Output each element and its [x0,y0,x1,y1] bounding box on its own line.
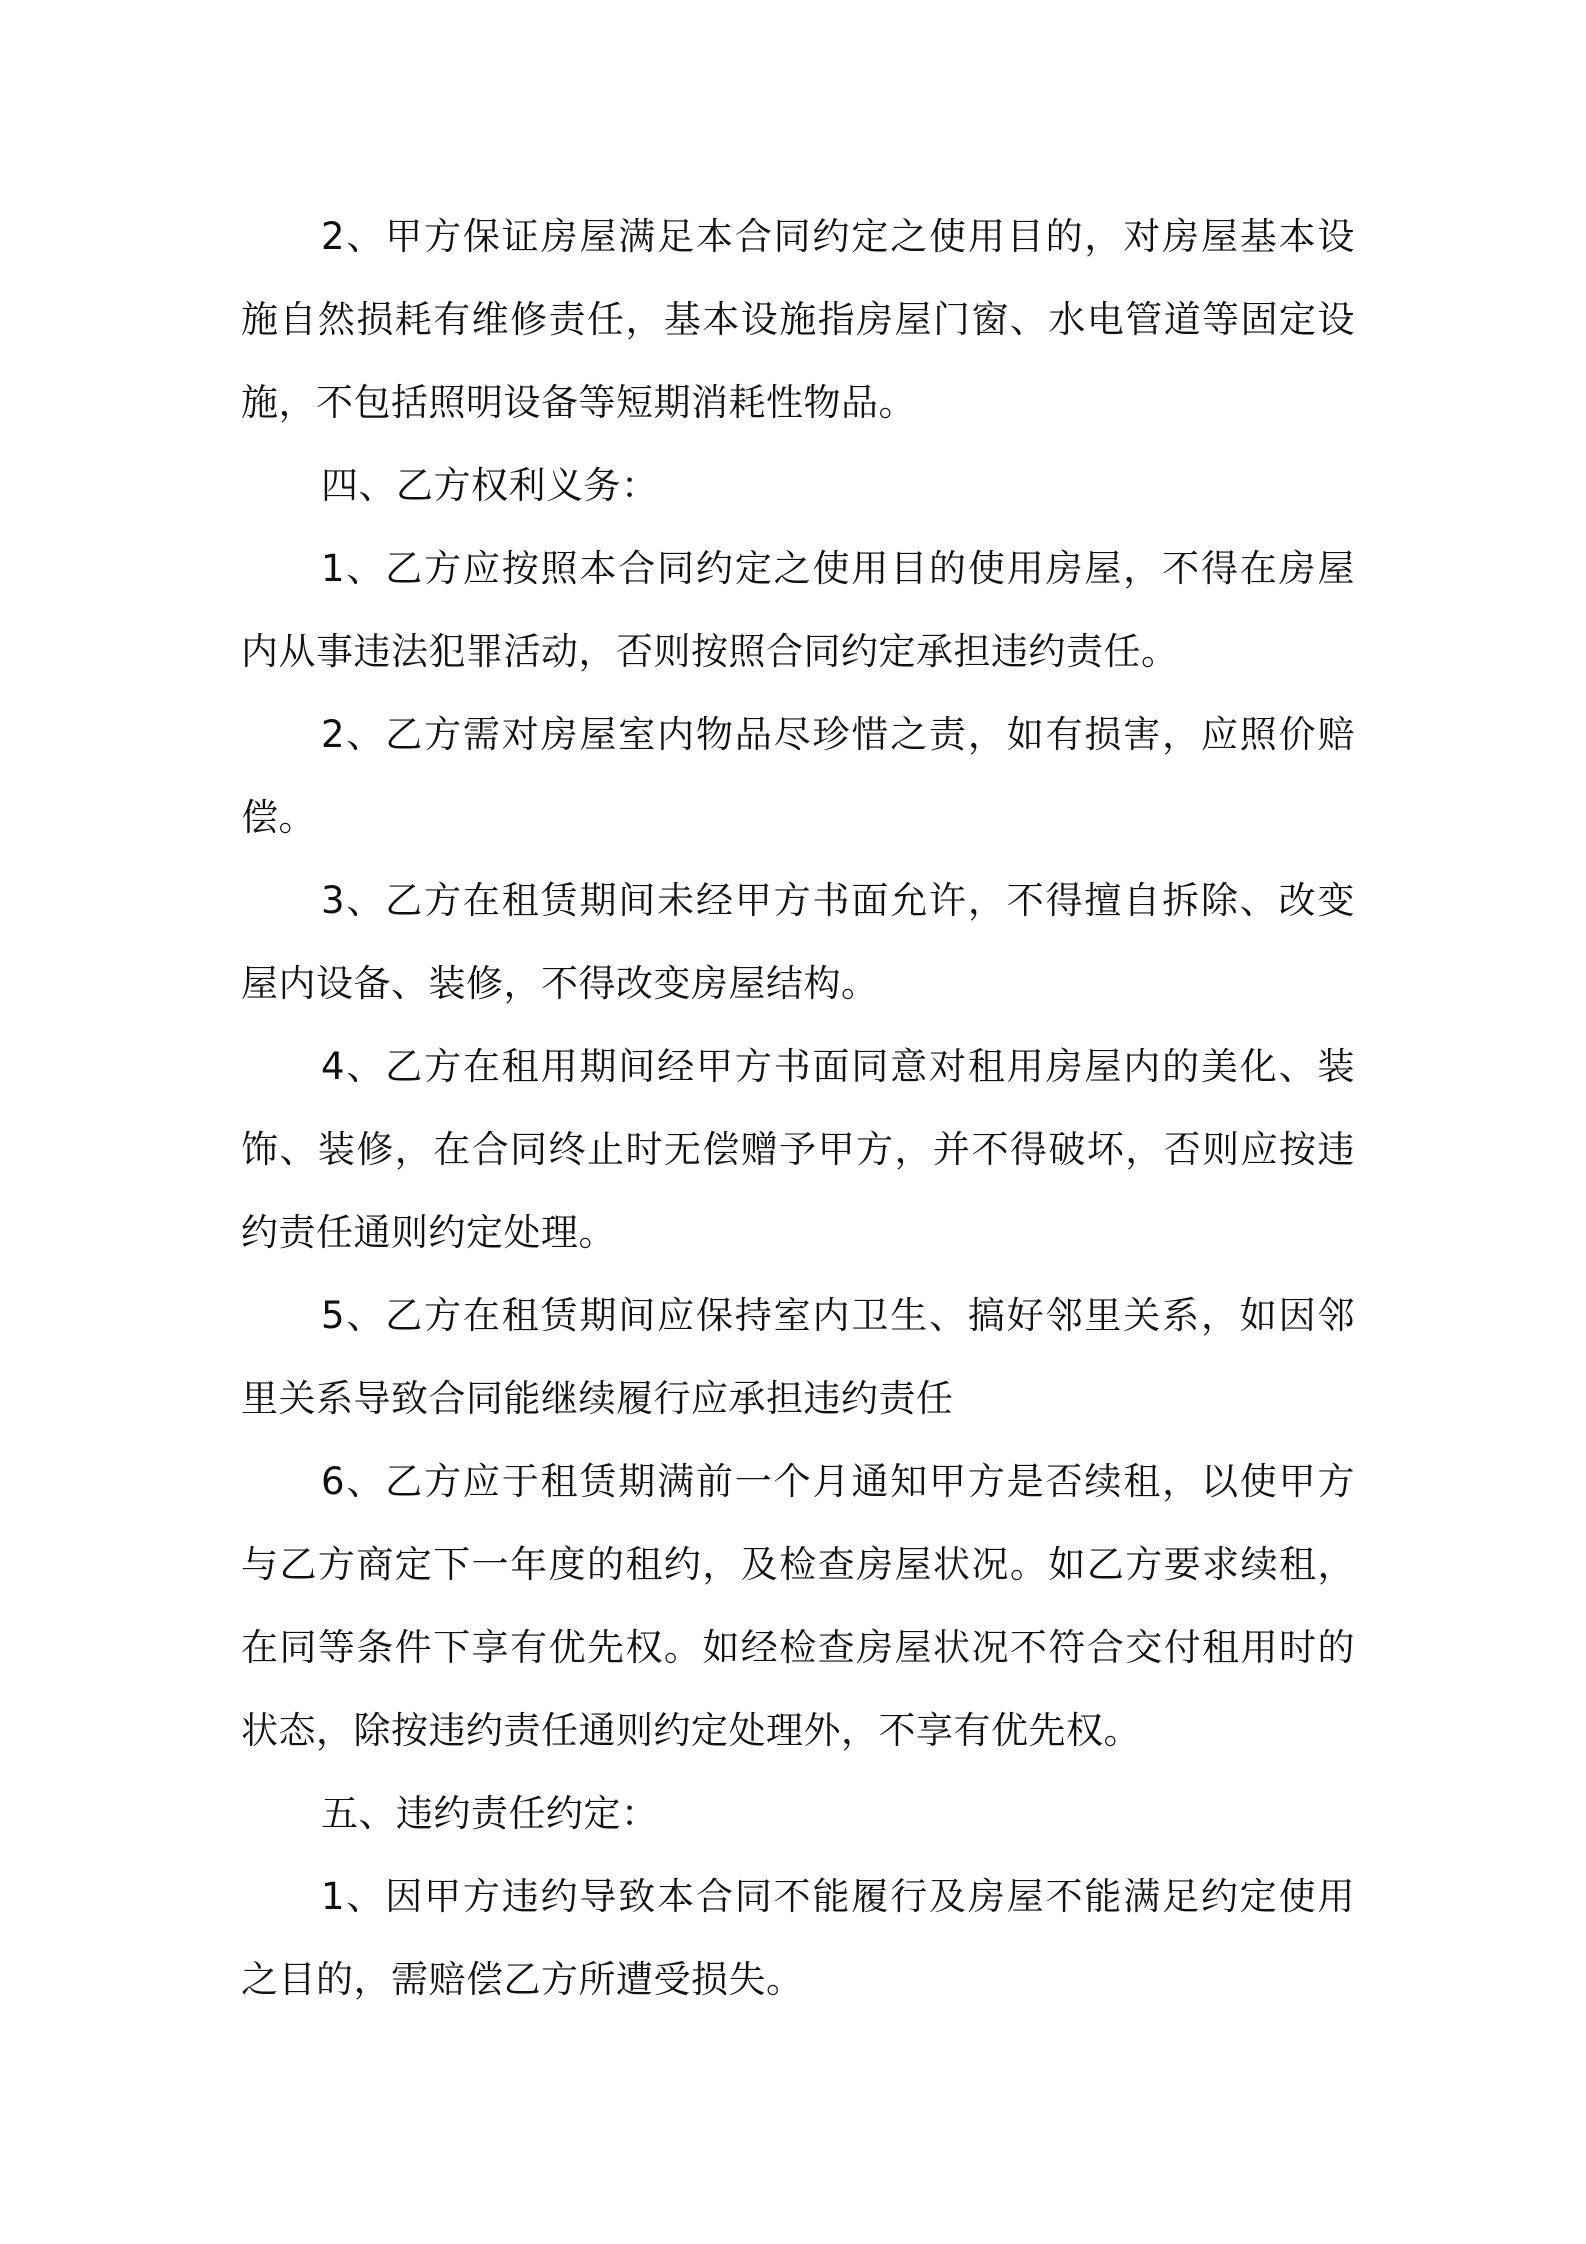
section-heading-5: 五、违约责任约定： [321,1792,659,1835]
clause-4-2: 2、乙方需对房屋室内物品尽珍惜之责，如有损害，应照价赔偿。 [241,713,1355,839]
clause-4-3: 3、乙方在租赁期间未经甲方书面允许，不得擅自拆除、改变屋内设备、装修，不得改变房屋结构。 [241,879,1355,1005]
clause-5-1: 1、因甲方违约导致本合同不能履行及房屋不能满足约定使用之目的，需赔偿乙方所遭受损失。 [241,1875,1355,2001]
clause-4-1: 1、乙方应按照本合同约定之使用目的使用房屋，不得在房屋内从事违法犯罪活动，否则按照合同约定承担违约责任。 [241,547,1355,673]
clause-4-6: 6、乙方应于租赁期满前一个月通知甲方是否续租，以使甲方与乙方商定下一年度的租约，及检查房屋状况。如乙方要求续租，在同等条件下享有优先权。如经检查房屋状况不符合交付租用时的状态，除按违约责任通则约定处理外，不享有优先权。 [241,1460,1355,1752]
clause-4-4: 4、乙方在租用期间经甲方书面同意对租用房屋内的美化、装饰、装修，在合同终止时无偿赠予甲方，并不得破坏，否则应按违约责任通则约定处理。 [241,1045,1355,1254]
section-heading-4: 四、乙方权利义务： [321,464,659,507]
clause-3-2: 2、甲方保证房屋满足本合同约定之使用目的，对房屋基本设施自然损耗有维修责任，基本设施指房屋门窗、水电管道等固定设施，不包括照明设备等短期消耗性物品。 [241,215,1355,424]
clause-4-5: 5、乙方在租赁期间应保持室内卫生、搞好邻里关系，如因邻里关系导致合同能继续履行应承担违约责任 [241,1294,1355,1420]
document-body [241,195,1355,2021]
